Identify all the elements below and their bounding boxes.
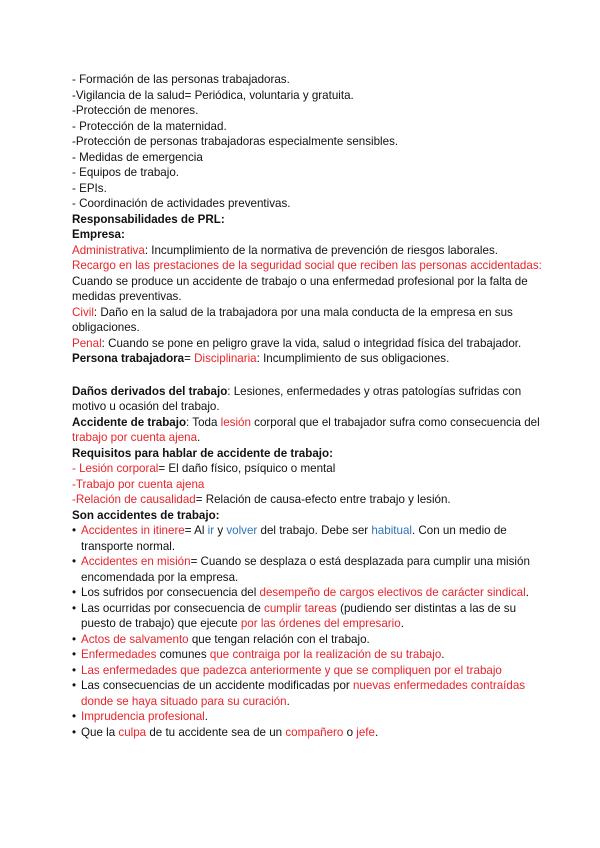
treatment-place-term: donde se haya situado para su curación bbox=[81, 694, 287, 708]
spacer bbox=[72, 367, 532, 384]
union-positions-term: desempeño de cargos electivos de carácter sindical bbox=[259, 586, 526, 599]
text: Las consecuencias de un accidente modificadas por bbox=[81, 679, 353, 692]
professional-recklessness-term: Imprudencia profesional bbox=[81, 710, 205, 723]
work-accident-definition bbox=[72, 415, 540, 431]
worker-eq: = bbox=[184, 352, 195, 365]
requirement-label: - Lesión corporal bbox=[72, 462, 159, 475]
requirements-heading: Requisitos para hablar de accidente de trabajo: bbox=[72, 446, 333, 460]
penal-responsibility bbox=[72, 336, 532, 352]
text: que tengan relación con el trabajo. bbox=[188, 632, 370, 646]
work-damages-text-cont: motivo u ocasión del trabajo. bbox=[72, 400, 220, 413]
text: y bbox=[214, 524, 227, 537]
work-accident-text-cont bbox=[72, 430, 532, 446]
worker-responsibility bbox=[72, 351, 532, 367]
requirement-item: -Trabajo por cuenta ajena bbox=[72, 477, 205, 491]
list-item: - Medidas de emergencia bbox=[72, 150, 203, 164]
worker-label: Persona trabajadora bbox=[72, 352, 185, 365]
mission-term: Accidentes en misión bbox=[81, 555, 191, 568]
text: = Al bbox=[184, 524, 208, 537]
list-item: - Equipos de trabajo. bbox=[72, 166, 179, 179]
employed-work-term: trabajo por cuenta ajena bbox=[72, 431, 198, 444]
list-item bbox=[72, 647, 532, 663]
return-term: volver bbox=[226, 524, 258, 537]
prior-illness-term: Las enfermedades que padezca anteriormente y que se compliquen por el trabajo bbox=[81, 663, 502, 677]
text: comunes bbox=[156, 648, 210, 661]
contracted-term: que contraiga por la realización de su trabajo bbox=[209, 648, 442, 661]
document-body bbox=[72, 72, 542, 740]
boss-term: jefe bbox=[356, 725, 375, 739]
text: puesto de trabajo) que ejecute bbox=[81, 617, 241, 630]
in-itinere-term: Accidentes in itinere bbox=[81, 524, 185, 537]
civil-responsibility bbox=[72, 305, 532, 321]
administrative-text: : Incumplimiento de la normativa de prevención de riesgos laborales. bbox=[144, 243, 498, 257]
list-item-cont: encomendada por la empresa. bbox=[81, 570, 239, 584]
list-item: - Coordinación de actividades preventivas. bbox=[72, 197, 291, 210]
company-heading: Empresa: bbox=[72, 228, 125, 241]
text: . bbox=[374, 725, 379, 739]
period: . bbox=[197, 431, 201, 444]
requirement-text: = El daño físico, psíquico o mental bbox=[158, 462, 336, 475]
requirement-label: -Relación de causalidad bbox=[72, 493, 196, 506]
text: del trabajo. Debe ser bbox=[257, 524, 372, 537]
surcharge-label: Recargo en las prestaciones de la seguridad social que reciben las personas accidentadas: bbox=[72, 259, 542, 272]
text: Que la bbox=[81, 725, 119, 739]
list-item: -Protección de personas trabajadoras especialmente sensibles. bbox=[72, 135, 399, 148]
coworker-term: compañero bbox=[285, 725, 344, 739]
work-damages-text: : Lesiones, enfermedades y otras patologías sufridas con bbox=[227, 384, 522, 398]
requirement-item bbox=[72, 461, 532, 477]
administrative-responsibility bbox=[72, 243, 532, 259]
tasks-term: cumplir tareas bbox=[264, 601, 337, 615]
list-item bbox=[72, 663, 532, 679]
text: de tu accidente sea de un bbox=[146, 725, 286, 739]
text: . bbox=[525, 586, 529, 599]
text: . bbox=[286, 694, 290, 708]
employer-orders-term: por las órdenes del empresario bbox=[240, 617, 401, 630]
list-item-cont: transporte normal. bbox=[81, 539, 176, 553]
accident-types-list bbox=[72, 523, 532, 740]
list-item bbox=[72, 585, 532, 601]
list-item bbox=[72, 601, 532, 617]
text: . Con un medio de bbox=[411, 524, 507, 537]
list-item-cont bbox=[72, 694, 532, 710]
text: . bbox=[204, 710, 208, 723]
list-item bbox=[72, 554, 532, 570]
list-item bbox=[72, 523, 532, 539]
rescue-term: Actos de salvamento bbox=[81, 632, 189, 646]
fault-term: culpa bbox=[118, 725, 147, 739]
text: . bbox=[441, 648, 445, 661]
text: Las ocurridas por consecuencia de bbox=[81, 601, 265, 615]
civil-text: : Daño en la salud de la trabajadora por una mala conducta de la empresa en sus bbox=[93, 305, 513, 319]
list-item bbox=[72, 632, 532, 648]
accident-types-heading: Son accidentes de trabajo: bbox=[72, 508, 220, 522]
text: Los sufridos por consecuencia del bbox=[81, 586, 260, 599]
work-accident-text: : Toda bbox=[186, 415, 221, 429]
text: o bbox=[343, 725, 357, 739]
list-item: - Formación de las personas trabajadoras. bbox=[72, 73, 290, 86]
penal-label: Penal bbox=[72, 336, 102, 350]
list-item bbox=[72, 725, 532, 741]
new-illnesses-term: nuevas enfermedades contraídas bbox=[352, 679, 526, 692]
text: = Cuando se desplaza o está desplazada para cumplir una misión bbox=[190, 555, 530, 568]
disciplinary-text: : Incumplimiento de sus obligaciones. bbox=[256, 352, 450, 365]
requirement-text: = Relación de causa-efecto entre trabajo y lesión. bbox=[195, 493, 451, 506]
injury-term: lesión bbox=[220, 415, 251, 429]
disciplinary-label: Disciplinaria bbox=[194, 352, 257, 365]
go-term: ir bbox=[207, 524, 215, 537]
administrative-label: Administrativa bbox=[72, 243, 145, 257]
work-accident-text-b: corporal que el trabajador sufra como consecuencia del bbox=[250, 415, 540, 429]
work-accident-label: Accidente de trabajo bbox=[72, 415, 187, 429]
illnesses-term: Enfermedades bbox=[81, 648, 157, 661]
work-damages-label: Daños derivados del trabajo bbox=[72, 384, 228, 398]
list-item bbox=[72, 678, 532, 694]
work-damages-definition bbox=[72, 384, 532, 400]
responsibilities-heading: Responsabilidades de PRL: bbox=[72, 212, 225, 226]
requirement-item bbox=[72, 492, 532, 508]
list-item bbox=[72, 709, 532, 725]
text: . bbox=[400, 617, 404, 630]
surcharge-text: Cuando se produce un accidente de trabajo o una enfermedad profesional por la falta de bbox=[72, 274, 528, 288]
habitual-term: habitual bbox=[371, 524, 412, 537]
list-item-cont bbox=[72, 616, 532, 632]
civil-text-cont: obligaciones. bbox=[72, 321, 140, 334]
list-item: - EPIs. bbox=[72, 181, 107, 195]
list-item: -Vigilancia de la salud= Periódica, voluntaria y gratuita. bbox=[72, 88, 354, 102]
civil-label: Civil bbox=[72, 305, 94, 319]
prevention-list bbox=[72, 72, 532, 212]
surcharge-text-cont: medidas preventivas. bbox=[72, 290, 182, 303]
list-item: - Protección de la maternidad. bbox=[72, 119, 227, 133]
text: (pudiendo ser distintas a las de su bbox=[336, 601, 517, 615]
penal-text: : Cuando se pone en peligro grave la vida, salud o integridad física del trabajador. bbox=[101, 336, 522, 350]
list-item: -Protección de menores. bbox=[72, 104, 199, 117]
